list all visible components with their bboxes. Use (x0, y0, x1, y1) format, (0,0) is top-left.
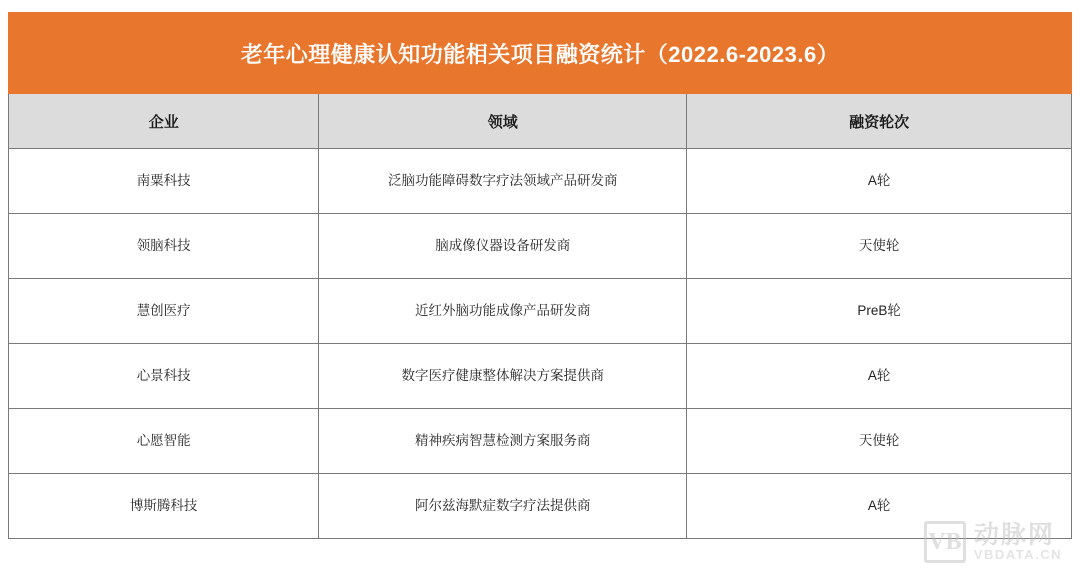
column-header-field: 领域 (319, 94, 687, 149)
cell-round: 天使轮 (687, 409, 1072, 474)
cell-company: 慧创医疗 (9, 279, 319, 344)
cell-round: PreB轮 (687, 279, 1072, 344)
table-row (9, 214, 1072, 279)
cell-company: 心愿智能 (9, 409, 319, 474)
cell-company: 领脑科技 (9, 214, 319, 279)
cell-company: 博斯腾科技 (9, 474, 319, 539)
table-row (9, 149, 1072, 214)
column-header-company: 企业 (9, 94, 319, 149)
cell-field: 数字医疗健康整体解决方案提供商 (319, 344, 687, 409)
cell-round: 天使轮 (687, 214, 1072, 279)
cell-field: 精神疾病智慧检测方案服务商 (319, 409, 687, 474)
table-header-row (9, 94, 1072, 149)
financing-table (8, 12, 1072, 539)
table-row (9, 344, 1072, 409)
watermark-name-en: VBDATA.CN (973, 547, 1062, 563)
cell-round: A轮 (687, 344, 1072, 409)
table-title-row (9, 13, 1072, 94)
cell-company: 南粟科技 (9, 149, 319, 214)
watermark-logo-letter: VB (928, 528, 962, 555)
cell-round: A轮 (687, 149, 1072, 214)
page-title: 老年心理健康认知功能相关项目融资统计（2022.6-2023.6） (9, 13, 1072, 94)
cell-field: 泛脑功能障碍数字疗法领域产品研发商 (319, 149, 687, 214)
cell-field: 近红外脑功能成像产品研发商 (319, 279, 687, 344)
table-row (9, 279, 1072, 344)
column-header-round: 融资轮次 (687, 94, 1072, 149)
cell-round: A轮 (687, 474, 1072, 539)
cell-field: 阿尔兹海默症数字疗法提供商 (319, 474, 687, 539)
cell-company: 心景科技 (9, 344, 319, 409)
table-row (9, 474, 1072, 539)
cell-field: 脑成像仪器设备研发商 (319, 214, 687, 279)
watermark-name-cn: 动脉网 (973, 521, 1055, 550)
table-row (9, 409, 1072, 474)
financing-table-container (8, 12, 1072, 539)
